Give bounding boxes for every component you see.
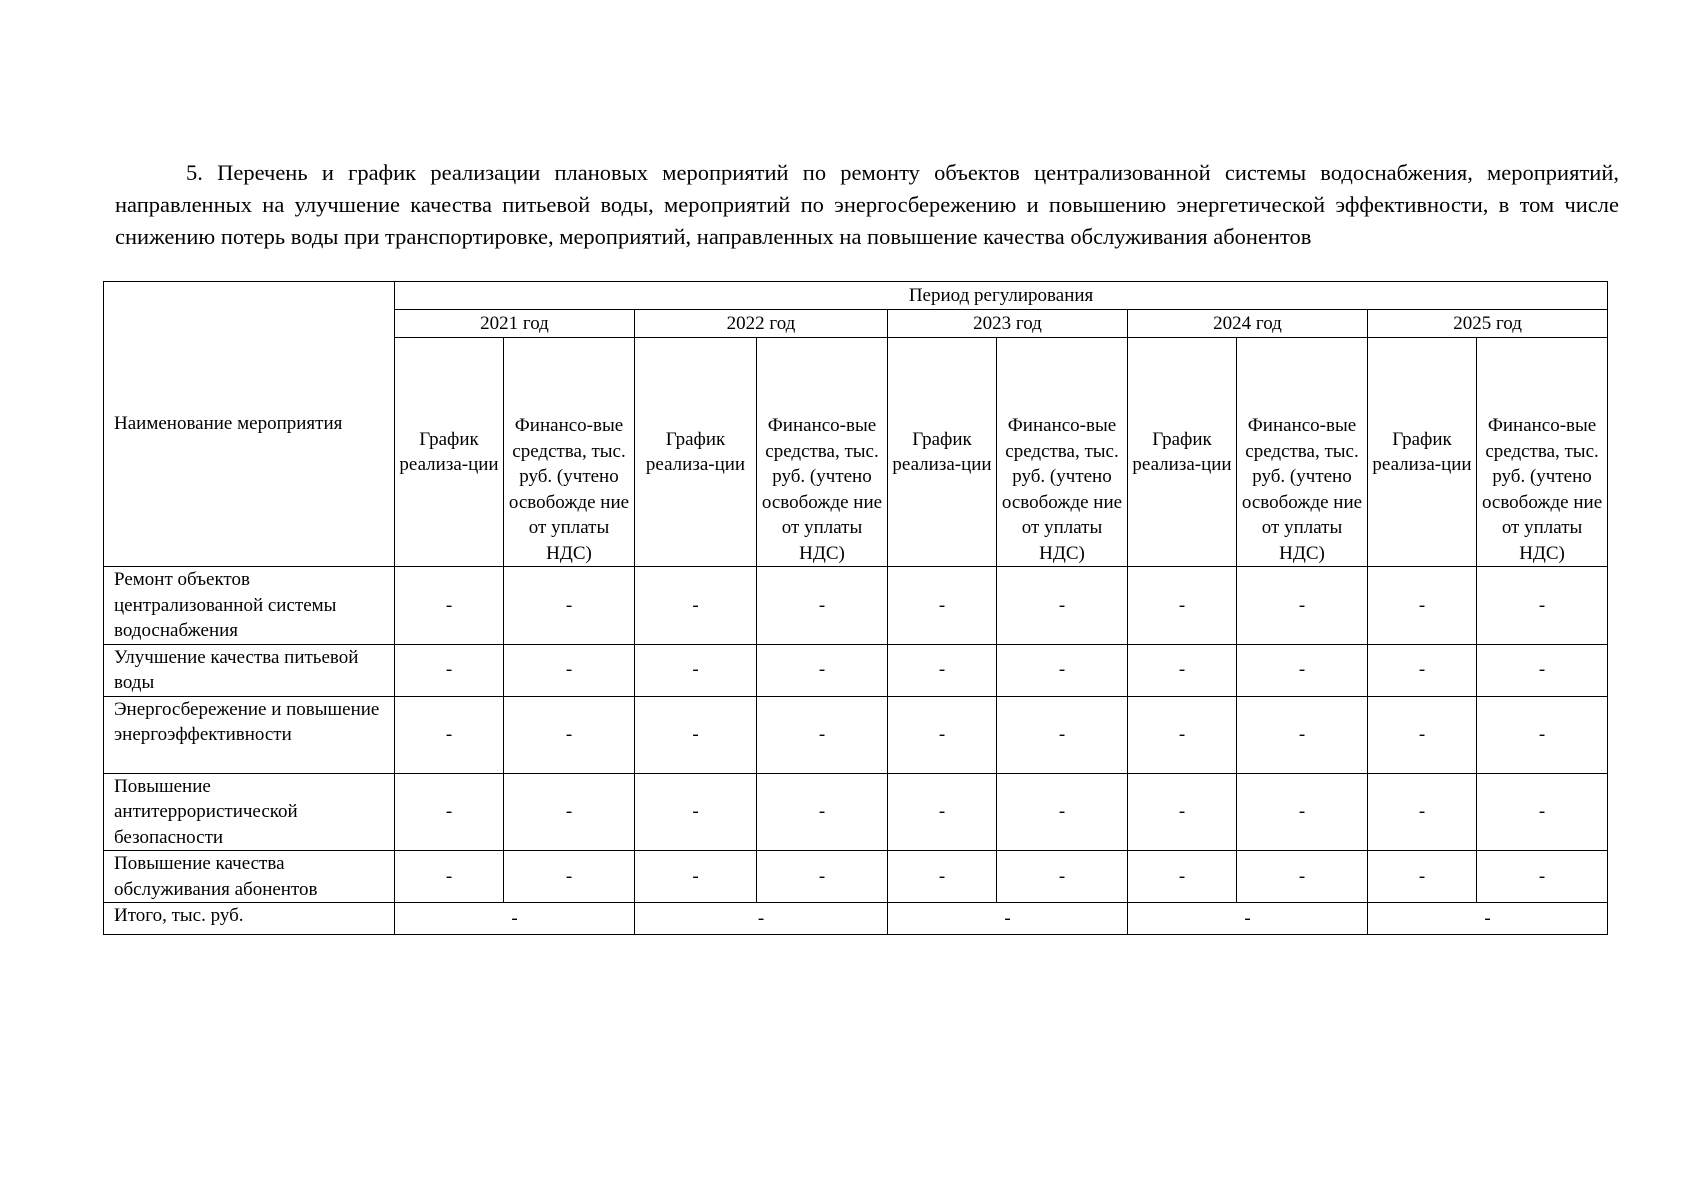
table-cell: - xyxy=(1237,773,1368,851)
table-cell: - xyxy=(1477,567,1608,645)
activity-name: Улучшение качества питьевой воды xyxy=(104,644,395,696)
header-row-period xyxy=(104,282,1608,310)
table-cell: - xyxy=(888,851,997,903)
total-cell: - xyxy=(1128,903,1368,935)
finance-column-header: Финансо-вые средства, тыс. руб. (учтено освобожде ние от уплаты НДС) xyxy=(1237,338,1368,567)
table-cell: - xyxy=(504,567,635,645)
table-cell: - xyxy=(635,773,757,851)
activity-name: Энергосбережение и повышение энергоэффективности xyxy=(104,696,395,773)
table-cell: - xyxy=(1477,644,1608,696)
table-cell: - xyxy=(997,773,1128,851)
table-row xyxy=(104,851,1608,903)
total-row xyxy=(104,903,1608,935)
table-cell: - xyxy=(888,696,997,773)
activities-table xyxy=(103,281,1608,935)
table-cell: - xyxy=(395,567,504,645)
table-cell: - xyxy=(1237,696,1368,773)
table-cell: - xyxy=(395,773,504,851)
table-cell: - xyxy=(997,696,1128,773)
table-cell: - xyxy=(1368,567,1477,645)
activity-name: Повышение качества обслуживания абонентов xyxy=(104,851,395,903)
table-cell: - xyxy=(635,567,757,645)
year-header: 2021 год xyxy=(395,310,635,338)
table-cell: - xyxy=(1128,696,1237,773)
table-cell: - xyxy=(997,567,1128,645)
table-cell: - xyxy=(1128,851,1237,903)
table-cell: - xyxy=(395,851,504,903)
finance-column-header: Финансо-вые средства, тыс. руб. (учтено освобожде ние от уплаты НДС) xyxy=(997,338,1128,567)
table-cell: - xyxy=(757,851,888,903)
table-cell: - xyxy=(635,696,757,773)
year-header: 2023 год xyxy=(888,310,1128,338)
section-heading: 5. Перечень и график реализации плановых мероприятий по ремонту объектов централизованной системы водоснабжения, мероприятий, направленных на улучшение качества питьевой воды, мероприятий по энергосбережению и повышению энергетической эффективности, в том числе снижению потерь воды при транспортировке, мероприятий, направленных на повышение качества обслуживания абонентов xyxy=(115,159,1619,249)
table-cell: - xyxy=(504,851,635,903)
table-cell: - xyxy=(395,644,504,696)
table-cell: - xyxy=(997,644,1128,696)
total-cell: - xyxy=(888,903,1128,935)
schedule-column-header: График реализа-ции xyxy=(888,338,997,567)
schedule-column-header: График реализа-ции xyxy=(635,338,757,567)
table-cell: - xyxy=(1128,567,1237,645)
table-cell: - xyxy=(504,773,635,851)
activity-name: Ремонт объектов централизованной системы водоснабжения xyxy=(104,567,395,645)
table-cell: - xyxy=(1368,644,1477,696)
total-label: Итого, тыс. руб. xyxy=(104,903,395,935)
table-cell: - xyxy=(1368,851,1477,903)
table-cell: - xyxy=(888,567,997,645)
table-cell: - xyxy=(1368,696,1477,773)
table-cell: - xyxy=(1128,773,1237,851)
total-cell: - xyxy=(635,903,888,935)
table-cell: - xyxy=(757,773,888,851)
schedule-column-header: График реализа-ции xyxy=(1368,338,1477,567)
table-cell: - xyxy=(1128,644,1237,696)
table-row xyxy=(104,773,1608,851)
table-cell: - xyxy=(997,851,1128,903)
table-cell: - xyxy=(1368,773,1477,851)
table-cell: - xyxy=(757,696,888,773)
table-cell: - xyxy=(757,567,888,645)
table-cell: - xyxy=(635,644,757,696)
table-row xyxy=(104,644,1608,696)
table-cell: - xyxy=(395,696,504,773)
table-cell: - xyxy=(888,773,997,851)
finance-column-header: Финансо-вые средства, тыс. руб. (учтено освобожде ние от уплаты НДС) xyxy=(757,338,888,567)
total-cell: - xyxy=(395,903,635,935)
finance-column-header: Финансо-вые средства, тыс. руб. (учтено освобожде ние от уплаты НДС) xyxy=(1477,338,1608,567)
table-cell: - xyxy=(1237,644,1368,696)
table-cell: - xyxy=(504,644,635,696)
year-header: 2022 год xyxy=(635,310,888,338)
finance-column-header: Финансо-вые средства, тыс. руб. (учтено освобожде ние от уплаты НДС) xyxy=(504,338,635,567)
table-cell: - xyxy=(1477,773,1608,851)
table-cell: - xyxy=(757,644,888,696)
schedule-column-header: График реализа-ции xyxy=(1128,338,1237,567)
table-cell: - xyxy=(1477,851,1608,903)
year-header: 2025 год xyxy=(1368,310,1608,338)
year-header: 2024 год xyxy=(1128,310,1368,338)
schedule-column-header: График реализа-ции xyxy=(395,338,504,567)
table-row xyxy=(104,567,1608,645)
table-cell: - xyxy=(1477,696,1608,773)
table-cell: - xyxy=(635,851,757,903)
activity-name: Повышение антитеррористической безопасности xyxy=(104,773,395,851)
period-header: Период регулирования xyxy=(395,282,1608,310)
total-cell: - xyxy=(1368,903,1608,935)
name-column-header: Наименование мероприятия xyxy=(104,282,395,567)
table-row xyxy=(104,696,1608,773)
table-cell: - xyxy=(888,644,997,696)
table-cell: - xyxy=(1237,851,1368,903)
table-cell: - xyxy=(1237,567,1368,645)
table-cell: - xyxy=(504,696,635,773)
